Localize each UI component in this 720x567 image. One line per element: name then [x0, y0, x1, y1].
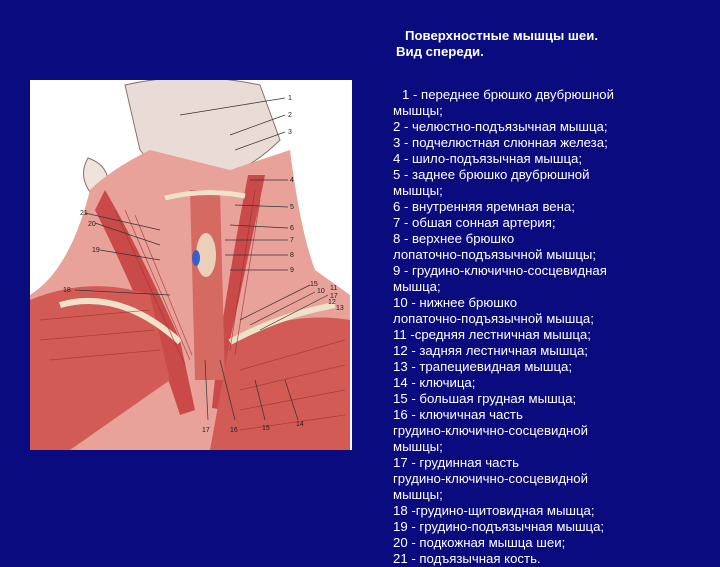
label-right-7: 7	[290, 237, 294, 244]
legend-item	[393, 295, 713, 327]
legend-list	[393, 87, 713, 567]
legend-item	[393, 551, 713, 567]
legend-item-line: 19 - грудино-подъязычная мышца;	[393, 519, 605, 534]
legend-item	[393, 263, 713, 295]
legend-item	[393, 519, 713, 535]
legend-item-line: грудино-ключично-сосцевидной	[393, 423, 589, 438]
label-left-20: 20	[88, 221, 96, 228]
slide-title	[393, 28, 713, 60]
label-right-6: 6	[290, 225, 294, 232]
label-right-1: 1	[288, 95, 292, 102]
legend-item	[393, 119, 713, 135]
legend-item	[393, 199, 713, 215]
legend-item	[393, 407, 713, 455]
legend-item-line: 1 - переднее брюшко двубрюшной	[402, 87, 614, 102]
legend-item-line: мышцы;	[393, 487, 443, 502]
legend-item-line: лопаточно-подъязычной мышца;	[393, 311, 594, 326]
label-right-4: 4	[290, 177, 294, 184]
title-line-2: Вид спереди.	[396, 44, 484, 59]
label-right-13: 13	[336, 305, 344, 312]
legend-item-line: мышцы;	[393, 183, 443, 198]
legend-item	[393, 343, 713, 359]
legend-item-line: 7 - обшая сонная артерия;	[393, 215, 556, 230]
label-right-17: 17	[330, 293, 338, 300]
label-right-11: 11	[330, 285, 338, 292]
legend-item-line: 6 - внутренняя яремная вена;	[393, 199, 575, 214]
anatomy-figure	[30, 80, 352, 450]
legend-item	[393, 359, 713, 375]
label-left-19: 19	[92, 247, 100, 254]
legend-item-line: 13 - трапециевидная мышца;	[393, 359, 572, 374]
legend-item-line: лопаточно-подъязычной мышцы;	[393, 247, 597, 262]
legend-item-line: 20 - подкожная мышца шеи;	[393, 535, 566, 550]
strap-muscles	[190, 190, 225, 380]
legend-item-line: 16 - ключичная часть	[393, 407, 523, 422]
legend-item-line: 17 - грудинная часть	[393, 455, 520, 470]
label-right-3: 3	[288, 129, 292, 136]
legend-item	[393, 375, 713, 391]
legend-item	[393, 151, 713, 167]
label-right-10: 10	[317, 288, 325, 295]
description-panel	[393, 28, 713, 567]
legend-item-line: грудино-ключично-сосцевидной	[393, 471, 589, 486]
label-right-5: 5	[290, 204, 294, 211]
legend-item-line: 2 - челюстно-подъязычная мышца;	[393, 119, 608, 134]
legend-item	[393, 391, 713, 407]
label-bottom-15: 15	[262, 425, 270, 432]
jugular-vein-mark	[192, 250, 200, 266]
legend-item	[393, 215, 713, 231]
legend-item-line: 11 -средняя лестничная мышца;	[393, 327, 591, 342]
legend-item-line: 9 - грудино-ключично-сосцевидная	[393, 263, 607, 278]
label-right-15: 15	[310, 281, 318, 288]
label-bottom-14: 14	[296, 421, 304, 428]
label-left-21: 21	[80, 210, 88, 217]
label-right-9: 9	[290, 267, 294, 274]
legend-item-line: 4 - шило-подъязычная мышца;	[393, 151, 583, 166]
label-right-2: 2	[288, 112, 292, 119]
title-line-1: Поверхностные мышцы шеи.	[405, 28, 599, 43]
legend-item-line: 8 - верхнее брюшко	[393, 231, 515, 246]
legend-item	[393, 87, 713, 119]
legend-item	[393, 455, 713, 503]
neck-muscles-illustration	[30, 80, 352, 450]
legend-item	[393, 503, 713, 519]
legend-item	[393, 327, 713, 343]
legend-item	[393, 167, 713, 199]
label-right-8: 8	[290, 252, 294, 259]
legend-item	[393, 135, 713, 151]
label-bottom-17: 17	[202, 427, 210, 434]
legend-item-line: мышцы;	[393, 103, 443, 118]
label-bottom-16: 16	[230, 427, 238, 434]
legend-item	[393, 231, 713, 263]
legend-item-line: мышцы;	[393, 439, 443, 454]
legend-item-line: мышца;	[393, 279, 441, 294]
legend-item-line: 12 - задняя лестничная мышца;	[393, 343, 588, 358]
legend-item-line: 21 - подъязычная кость.	[393, 551, 541, 566]
legend-item-line: 14 - ключица;	[393, 375, 476, 390]
legend-item-line: 15 - большая грудная мышца;	[393, 391, 577, 406]
legend-item-line: 18 -грудино-щитовидная мышца;	[393, 503, 595, 518]
legend-item-line: 5 - заднее брюшко двубрюшной	[393, 167, 590, 182]
label-left-18: 18	[63, 287, 71, 294]
legend-item-line: 10 - нижнее брюшко	[393, 295, 518, 310]
label-right-12: 12	[328, 299, 336, 306]
legend-item	[393, 535, 713, 551]
legend-item-line: 3 - подчелюстная слюнная железа;	[393, 135, 608, 150]
